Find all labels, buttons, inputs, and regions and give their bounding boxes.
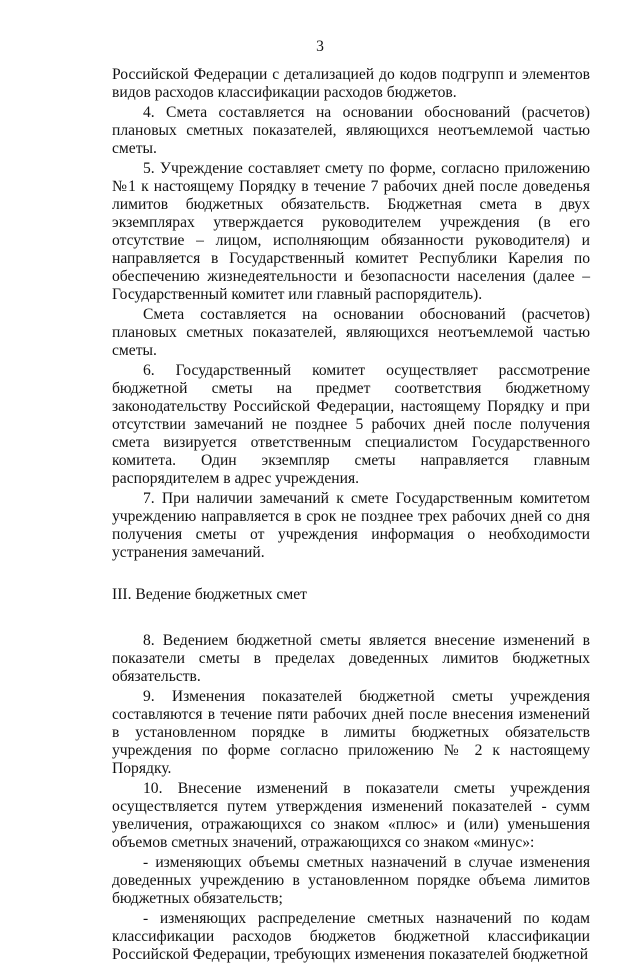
section-heading: III. Ведение бюджетных смет xyxy=(112,586,307,603)
paragraph-5-note: Смета составляется на основании обоснований (расчетов) плановых сметных показателей, являющихся неотъемлемой частью сметы. xyxy=(112,306,590,359)
paragraph-5: 5. Учреждение составляет смету по форме, согласно приложению №1 к настоящему Порядку в течение 7 рабочих дней после доведенья лимитов бюджетных обязательств. Бюджетная смета в двух экземплярах утверждается руководителем учреждения (в его отсутствие – лицом, исполняющим обязанности руководителя) и направляется в Государственный комитет Республики Карелия по обеспечению жизнедеятельности и безопасности населения (далее – Государственный комитет или главный распорядитель). xyxy=(112,160,590,303)
paragraph-6: 6. Государственный комитет осуществляет рассмотрение бюджетной сметы на предмет соответствия бюджетному законодательству Российской Федерации, настоящему Порядку и при отсутствии замечаний не позднее 5 рабочих дней после получения смета визируется ответственным специалистом Государственного комитета. Один экземпляр сметы направляется главным распорядителем в адрес учреждения. xyxy=(112,362,590,487)
page-number: 3 xyxy=(316,38,324,55)
paragraph-7: 7. При наличии замечаний к смете Государственным комитетом учреждению направляется в срок не позднее трех рабочих дней со дня получения сметы от учреждения информация о необходимости устранения замечаний. xyxy=(112,490,590,561)
paragraph-10: 10. Внесение изменений в показатели сметы учреждения осуществляется путем утверждения изменений показателей - сумм увеличения, отражающихся со знаком «плюс» и (или) уменьшения объемов сметных значений, отражающихся со знаком «минус»: xyxy=(112,780,590,851)
paragraph-4: 4. Смета составляется на основании обоснований (расчетов) плановых сметных показателей, являющихся неотъемлемой частью сметы. xyxy=(112,104,590,157)
list-item-dash-2: - изменяющих распределение сметных назначений по кодам классификации расходов бюджетов бюджетной классификации Российской Федерации, требующих изменения показателей бюджетной xyxy=(112,910,590,963)
paragraph-8: 8. Ведением бюджетной сметы является внесение изменений в показатели сметы в пределах доведенных лимитов бюджетных обязательств. xyxy=(112,632,590,685)
list-item-dash-1: - изменяющих объемы сметных назначений в случае изменения доведенных учреждению в установленном порядке объема лимитов бюджетных обязательств; xyxy=(112,854,590,907)
document-body xyxy=(112,66,590,966)
paragraph-9: 9. Изменения показателей бюджетной сметы учреждения составляются в течение пяти рабочих дней после внесения изменений в установленном порядке в лимиты бюджетных обязательств учреждения по форме согласно приложению № 2 к настоящему Порядку. xyxy=(112,688,590,777)
paragraph-continuation: Российской Федерации с детализацией до кодов подгрупп и элементов видов расходов классификации расходов бюджетов. xyxy=(112,66,590,101)
